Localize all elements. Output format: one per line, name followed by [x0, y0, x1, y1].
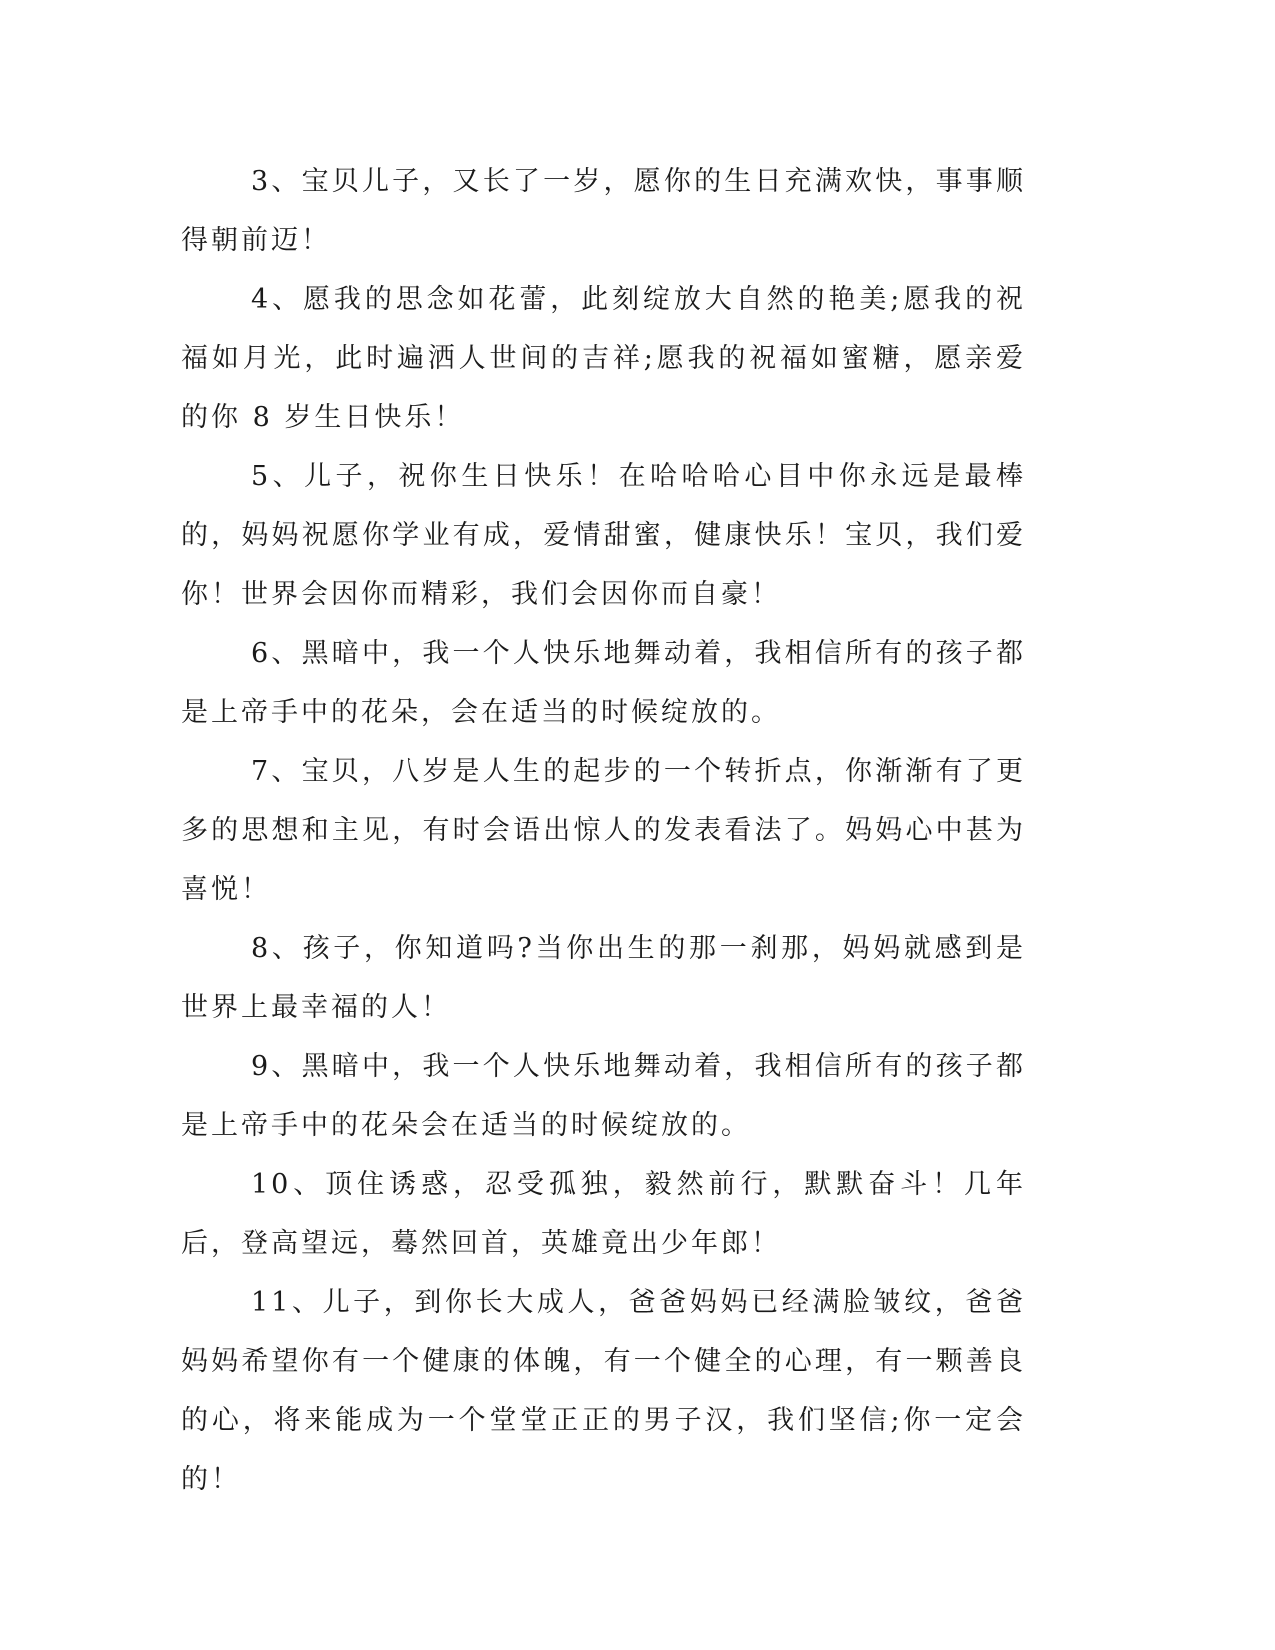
paragraph-10: 10、顶住诱惑，忍受孤独，毅然前行，默默奋斗！几年后，登高望远，蓦然回首，英雄竟出少年郎！	[181, 1169, 1026, 1259]
paragraph-3: 3、宝贝儿子，又长了一岁，愿你的生日充满欢快，事事顺得朝前迈！	[181, 166, 1026, 256]
paragraph-7: 7、宝贝，八岁是人生的起步的一个转折点，你渐渐有了更多的思想和主见，有时会语出惊人的发表看法了。妈妈心中甚为喜悦！	[181, 756, 1026, 905]
document-page	[181, 152, 1026, 1509]
paragraph-4: 4、愿我的思念如花蕾，此刻绽放大自然的艳美;愿我的祝福如月光，此时遍洒人世间的吉祥;愿我的祝福如蜜糖，愿亲爱的你 8 岁生日快乐！	[181, 284, 1026, 433]
paragraph-6: 6、黑暗中，我一个人快乐地舞动着，我相信所有的孩子都是上帝手中的花朵，会在适当的时候绽放的。	[181, 638, 1026, 728]
paragraph-11: 11、儿子，到你长大成人，爸爸妈妈已经满脸皱纹，爸爸妈妈希望你有一个健康的体魄，有一个健全的心理，有一颗善良的心，将来能成为一个堂堂正正的男子汉，我们坚信;你一定会的！	[181, 1287, 1026, 1495]
paragraph-8: 8、孩子，你知道吗?当你出生的那一刹那，妈妈就感到是世界上最幸福的人！	[181, 933, 1026, 1023]
paragraph-9: 9、黑暗中，我一个人快乐地舞动着，我相信所有的孩子都是上帝手中的花朵会在适当的时候绽放的。	[181, 1051, 1026, 1141]
paragraph-5: 5、儿子，祝你生日快乐！在哈哈哈心目中你永远是最棒的，妈妈祝愿你学业有成，爱情甜蜜，健康快乐！宝贝，我们爱你！世界会因你而精彩，我们会因你而自豪！	[181, 461, 1026, 610]
